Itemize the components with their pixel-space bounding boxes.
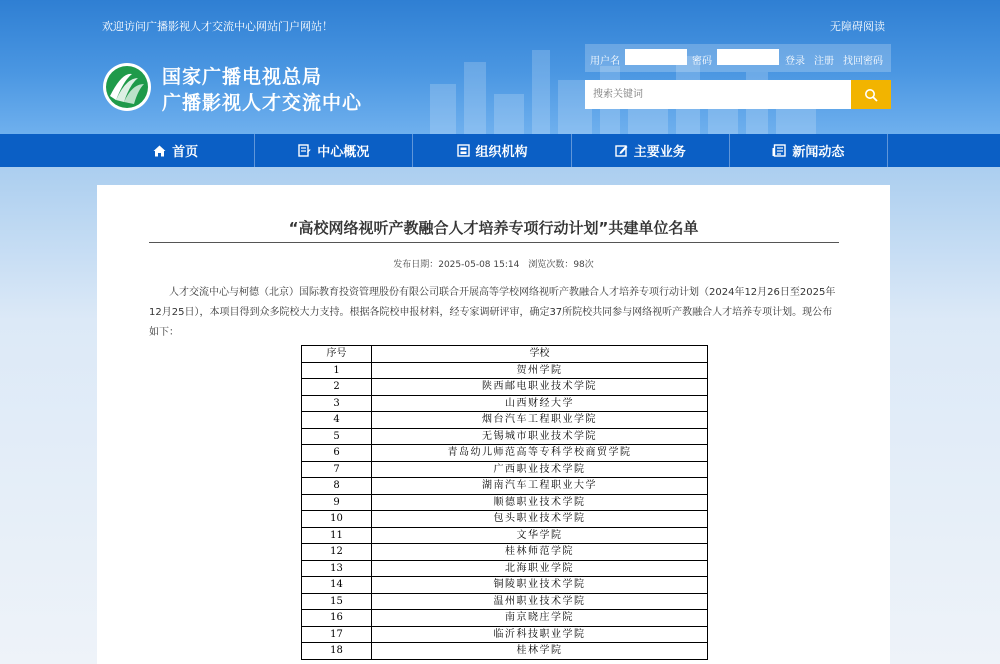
row-index-cell: 7	[302, 461, 372, 478]
table-row	[302, 478, 708, 495]
schools-table	[301, 345, 708, 660]
row-index-cell: 4	[302, 412, 372, 429]
table-row	[302, 560, 708, 577]
school-name-cell: 湖南汽车工程职业大学	[372, 478, 708, 495]
school-name-cell: 广西职业技术学院	[372, 461, 708, 478]
nav-item-label: 新闻动态	[792, 145, 845, 160]
logo-title-secondary: 广播影视人才交流中心	[162, 92, 363, 114]
row-index-cell: 9	[302, 494, 372, 511]
table-row	[302, 412, 708, 429]
school-name-cell: 青岛幼儿师范高等专科学校商贸学院	[372, 445, 708, 462]
table-row	[302, 626, 708, 643]
accessibility-link[interactable]: 无障碍阅读	[830, 20, 885, 33]
row-index-cell: 8	[302, 478, 372, 495]
school-name-cell: 铜陵职业技术学院	[372, 577, 708, 594]
row-index-cell: 10	[302, 511, 372, 528]
table-row	[302, 445, 708, 462]
row-index-cell: 13	[302, 560, 372, 577]
row-index-cell: 6	[302, 445, 372, 462]
site-header	[0, 0, 1000, 134]
school-name-cell: 南京晓庄学院	[372, 610, 708, 627]
table-row	[302, 379, 708, 396]
table-header-row	[302, 346, 708, 363]
forgot-password-link[interactable]: 找回密码	[843, 56, 883, 67]
search-icon	[864, 88, 878, 102]
row-index-cell: 5	[302, 428, 372, 445]
school-name-cell: 桂林师范学院	[372, 544, 708, 561]
article-meta: 发布日期：2025-05-08 15:14 浏览次数：98次	[393, 260, 594, 270]
username-label: 用户名	[590, 56, 620, 67]
table-row	[302, 577, 708, 594]
register-link[interactable]: 注册	[814, 56, 834, 67]
nav-item-label: 主要业务	[633, 145, 686, 160]
home-icon	[153, 145, 166, 157]
row-index-cell: 3	[302, 395, 372, 412]
logo-emblem-icon	[102, 62, 152, 112]
nav-item-overview[interactable]	[255, 134, 413, 167]
table-row	[302, 610, 708, 627]
article-intro: 人才交流中心与柯德（北京）国际教育投资管理股份有限公司联合开展高等学校网络视听产教融合人才培养专项行动计划（2024年12月26日至2025年12月25日），本项目得到众多院校大力支持。根据各院校申报材料，经专家调研评审，确定37所院校共同参与网络视听产教融合人才培养专项计划。现公布如下：	[149, 287, 836, 338]
login-link[interactable]: 登录	[785, 56, 805, 67]
school-name-cell: 陕西邮电职业技术学院	[372, 379, 708, 396]
school-name-cell: 顺德职业技术学院	[372, 494, 708, 511]
logo-title-primary: 国家广播电视总局	[162, 66, 323, 88]
table-row	[302, 494, 708, 511]
nav-item-news[interactable]	[730, 134, 888, 167]
article-title: “高校网络视听产教融合人才培养专项行动计划”共建单位名单	[288, 219, 699, 237]
school-name-cell: 包头职业技术学院	[372, 511, 708, 528]
search-button[interactable]	[851, 80, 891, 109]
edit-icon	[615, 144, 628, 157]
organization-icon	[457, 144, 470, 157]
article-panel	[97, 185, 890, 664]
table-row	[302, 643, 708, 660]
main-nav	[0, 134, 1000, 167]
nav-item-label: 组织机构	[475, 145, 528, 160]
row-index-cell: 18	[302, 643, 372, 660]
news-icon	[772, 144, 786, 157]
row-index-cell: 14	[302, 577, 372, 594]
search-input[interactable]	[585, 80, 851, 109]
table-row	[302, 362, 708, 379]
row-index-cell: 15	[302, 593, 372, 610]
school-name-cell: 桂林学院	[372, 643, 708, 660]
row-index-cell: 1	[302, 362, 372, 379]
nav-item-label: 首页	[172, 145, 199, 160]
row-index-cell: 2	[302, 379, 372, 396]
school-name-cell: 山西财经大学	[372, 395, 708, 412]
school-name-cell: 无锡城市职业技术学院	[372, 428, 708, 445]
table-row	[302, 527, 708, 544]
school-name-cell: 北海职业学院	[372, 560, 708, 577]
welcome-text: 欢迎访问广播影视人才交流中心网站门户网站！	[102, 20, 333, 33]
school-name-cell: 烟台汽车工程职业学院	[372, 412, 708, 429]
overview-icon	[298, 144, 311, 157]
title-divider	[149, 242, 839, 243]
column-header-index: 序号	[302, 346, 372, 363]
row-index-cell: 16	[302, 610, 372, 627]
login-bar	[585, 44, 891, 72]
column-header-school: 学校	[372, 346, 708, 363]
nav-item-business[interactable]	[572, 134, 730, 167]
password-label: 密码	[692, 56, 712, 67]
school-name-cell: 文华学院	[372, 527, 708, 544]
school-name-cell: 温州职业技术学院	[372, 593, 708, 610]
row-index-cell: 11	[302, 527, 372, 544]
row-index-cell: 17	[302, 626, 372, 643]
nav-item-organization[interactable]	[413, 134, 571, 167]
table-row	[302, 428, 708, 445]
school-name-cell: 临沂科技职业学院	[372, 626, 708, 643]
table-row	[302, 395, 708, 412]
table-row	[302, 461, 708, 478]
school-name-cell: 贺州学院	[372, 362, 708, 379]
row-index-cell: 12	[302, 544, 372, 561]
password-input[interactable]	[717, 49, 779, 65]
username-input[interactable]	[625, 49, 687, 65]
table-row	[302, 593, 708, 610]
table-row	[302, 544, 708, 561]
nav-item-label: 中心概况	[317, 145, 370, 160]
table-row	[302, 511, 708, 528]
nav-item-home[interactable]	[97, 134, 255, 167]
